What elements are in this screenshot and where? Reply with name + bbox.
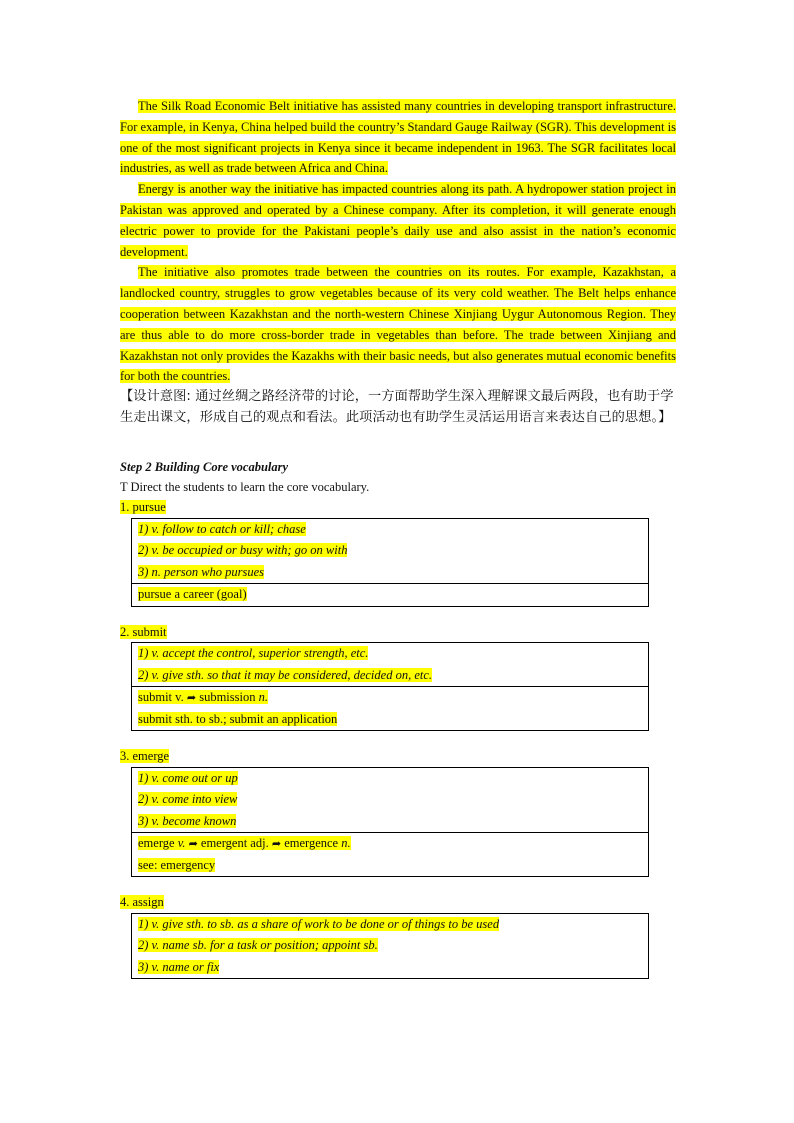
document-page xyxy=(120,96,676,979)
curved-arrow-icon: ➦ xyxy=(188,837,198,851)
definition: 2) v. name sb. for a task or position; appoint sb. xyxy=(138,938,378,953)
curved-arrow-icon: ➦ xyxy=(186,691,197,705)
usage: submit sth. to sb.; submit an application xyxy=(138,711,338,726)
passage-paragraph-1: The Silk Road Economic Belt initiative has assisted many countries in developing transport infrastructure. For example, in Kenya, China helped build the country’s Standard Gauge Railway (SGR). This development is one of the most significant projects in Kenya since it became independent in 1963. The SGR facilitates local industries, as well as trade between Africa and China. xyxy=(120,99,676,176)
definition: 3) v. name or fix xyxy=(138,959,220,974)
definition: 2) v. give sth. so that it may be considered, decided on, etc. xyxy=(138,667,433,682)
passage-paragraph-3: The initiative also promotes trade between the countries on its routes. For example, Kazakhstan, a landlocked country, struggles to grow vegetables because of its very cold weather. The Belt helps enhance cooperation between Kazakhstan and the north-western Chinese Xinjiang Uygur Autonomous Region. They are thus able to do more cross-border trade in vegetables than before. The trade between Xinjiang and Kazakhstan not only provides the Kazakhs with their basic needs, but also generates mutual economic benefits for both the countries. xyxy=(120,265,676,384)
word-label-assign: 4. assign xyxy=(120,895,164,910)
definition: 1) v. accept the control, superior strength, etc. xyxy=(138,646,369,661)
step-title: Step 2 Building Core vocabulary xyxy=(120,459,289,474)
definition: 3) n. person who pursues xyxy=(138,564,265,579)
definition: 2) v. come into view xyxy=(138,792,238,807)
step-description: T Direct the students to learn the core vocabulary. xyxy=(120,479,370,494)
design-intent-note: 【设计意图: 通过丝绸之路经济带的讨论，一方面帮助学生深入理解课文最后两段，也有助于学生走出课文，形成自己的观点和看法。此项活动也有助学生灵活运用语言来表达自己的思想。】 xyxy=(120,389,674,425)
usage: see: emergency xyxy=(138,857,216,872)
vocab-table-pursue xyxy=(131,518,649,607)
vocab-table-emerge xyxy=(131,767,649,878)
word-label-submit: 2. submit xyxy=(120,624,167,639)
definition: 1) v. give sth. to sb. as a share of work to be done or of things to be used xyxy=(138,916,500,931)
passage-paragraph-2: Energy is another way the initiative has impacted countries along its path. A hydropower station project in Pakistan was approved and operated by a Chinese company. After its completion, it will generate enough electric power to provide for the Pakistani people’s daily use and also assist in the nation’s economic development. xyxy=(120,182,676,259)
vocab-table-submit xyxy=(131,642,649,731)
word-label-emerge: 3. emerge xyxy=(120,749,170,764)
curved-arrow-icon: ➦ xyxy=(271,837,282,851)
definition: 3) v. become known xyxy=(138,813,237,828)
usage: pursue a career (goal) xyxy=(132,584,649,607)
word-label-pursue: 1. pursue xyxy=(120,500,166,515)
definition: 2) v. be occupied or busy with; go on with xyxy=(138,543,348,558)
definition: 1) v. follow to catch or kill; chase xyxy=(138,521,306,536)
usage: emerge v. ➦ emergent adj. ➦ emergence n. xyxy=(132,833,649,855)
vocab-table-assign xyxy=(131,913,649,980)
usage: submit v. ➦ submission n. xyxy=(132,687,649,709)
definition: 1) v. come out or up xyxy=(138,770,238,785)
